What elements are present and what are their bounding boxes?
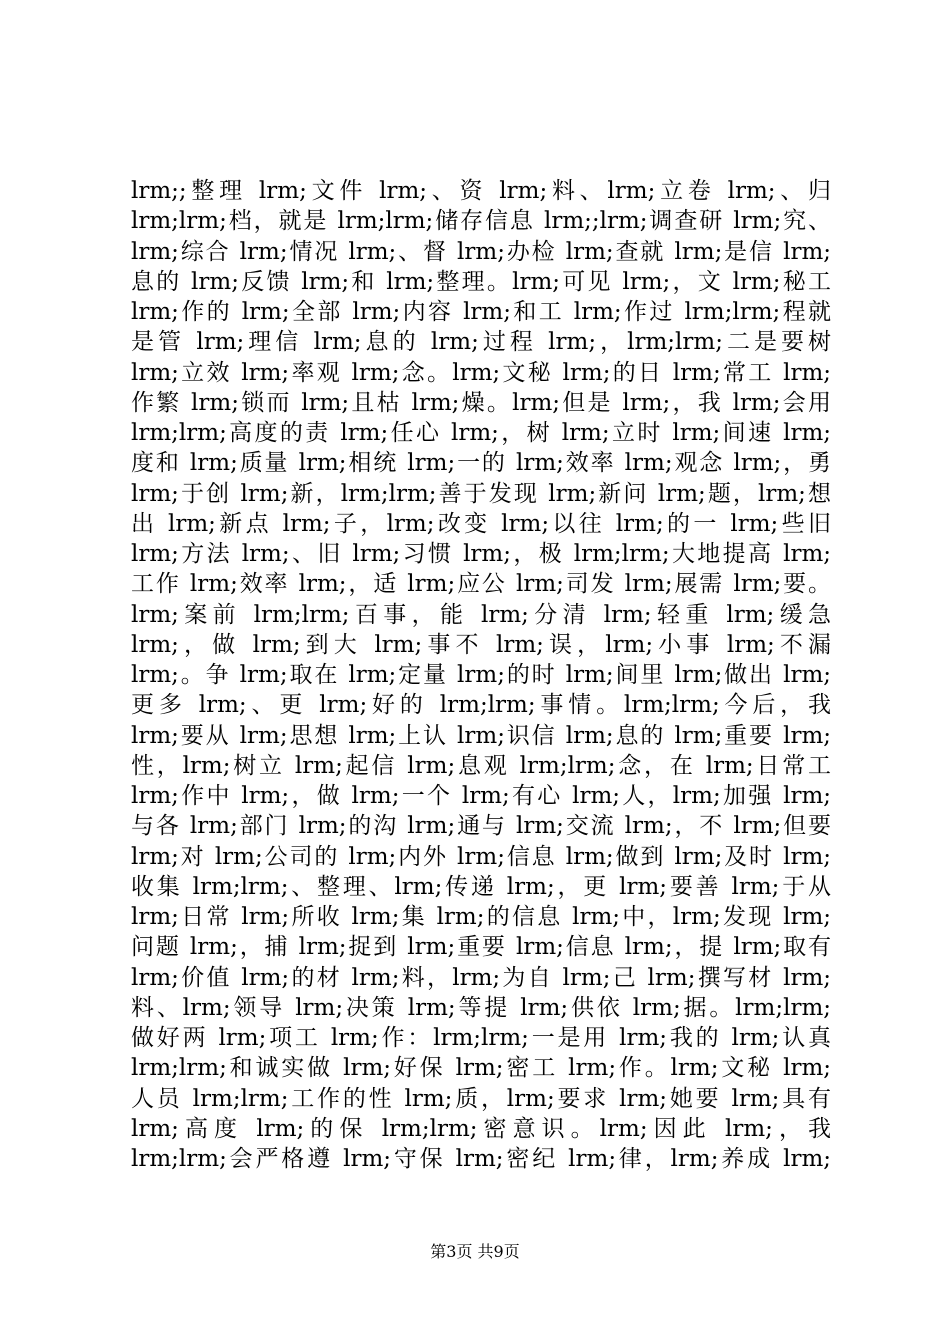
text-line: lrm;lrm;档，就是 lrm;lrm;储存信息 lrm;;lrm;调查研 lrm;究、: [131, 208, 831, 235]
text-line: 度和 lrm;质量 lrm;相统 lrm;一的 lrm;效率 lrm;观念 lrm;，勇: [131, 450, 831, 477]
text-line: 工作 lrm;效率 lrm;，适 lrm;应公 lrm;司发 lrm;展需 lrm;要。: [131, 571, 831, 598]
text-line: lrm;高度 lrm;的保 lrm;lrm;密意识。lrm;因此 lrm;，我: [131, 1115, 831, 1142]
text-line: lrm;价值 lrm;的材 lrm;料，lrm;为自 lrm;己 lrm;撰写材 lrm;: [131, 964, 831, 991]
text-line: 人员 lrm;lrm;工作的性 lrm;质，lrm;要求 lrm;她要 lrm;具有: [131, 1085, 831, 1112]
text-line: 与各 lrm;部门 lrm;的沟 lrm;通与 lrm;交流 lrm;，不 lrm;但要: [131, 813, 831, 840]
text-line: lrm;作的 lrm;全部 lrm;内容 lrm;和工 lrm;作过 lrm;lrm;程就: [131, 299, 831, 325]
text-line: lrm;要从 lrm;思想 lrm;上认 lrm;识信 lrm;息的 lrm;重要 lrm;: [131, 722, 831, 749]
text-line: lrm;案前 lrm;lrm;百事，能 lrm;分清 lrm;轻重 lrm;缓急: [131, 601, 831, 628]
text-line: lrm;lrm;高度的责 lrm;任心 lrm;，树 lrm;立时 lrm;间速 lrm;: [131, 420, 831, 446]
text-line: lrm;于创 lrm;新，lrm;lrm;善于发现 lrm;新问 lrm;题，lrm;想: [131, 480, 831, 507]
body-text: [131, 176, 831, 1174]
text-line: 性，lrm;树立 lrm;起信 lrm;息观 lrm;lrm;念，在 lrm;日常工: [131, 752, 831, 779]
page-footer: 第3页 共9页: [430, 1242, 520, 1261]
text-line: 更多 lrm;、更 lrm;好的 lrm;lrm;事情。lrm;lrm;今后，我: [131, 692, 831, 719]
text-line: lrm;对 lrm;公司的 lrm;内外 lrm;信息 lrm;做到 lrm;及时 lrm;: [131, 843, 831, 870]
text-line: lrm;立效 lrm;率观 lrm;念。lrm;文秘 lrm;的日 lrm;常工 lrm;: [131, 359, 831, 386]
text-line: lrm;综合 lrm;情况 lrm;、督 lrm;办检 lrm;查就 lrm;是信 lrm;: [131, 238, 831, 265]
text-line: lrm;作中 lrm;，做 lrm;一个 lrm;有心 lrm;人，lrm;加强 lrm;: [131, 783, 831, 809]
text-line: 做好两 lrm;项工 lrm;作：lrm;lrm;一是用 lrm;我的 lrm;认真: [131, 1025, 831, 1051]
text-line: 收集 lrm;lrm;、整理、lrm;传递 lrm;，更 lrm;要善 lrm;于从: [131, 873, 831, 900]
text-line: 料、lrm;领导 lrm;决策 lrm;等提 lrm;供依 lrm;据。lrm;lrm;: [131, 994, 831, 1021]
text-line: lrm;方法 lrm;、旧 lrm;习惯 lrm;，极 lrm;lrm;大地提高 lrm;: [131, 541, 831, 567]
text-line: lrm;，做 lrm;到大 lrm;事不 lrm;误，lrm;小事 lrm;不漏: [131, 631, 831, 658]
text-line: 是管 lrm;理信 lrm;息的 lrm;过程 lrm;，lrm;lrm;二是要树: [131, 329, 831, 356]
text-line: 出 lrm;新点 lrm;子，lrm;改变 lrm;以往 lrm;的一 lrm;些旧: [131, 510, 831, 537]
text-line: lrm;;整理 lrm;文件 lrm;、资 lrm;料、lrm;立卷 lrm;、归: [131, 178, 831, 204]
text-line: lrm;。争 lrm;取在 lrm;定量 lrm;的时 lrm;间里 lrm;做出 lrm;: [131, 662, 831, 688]
text-line: lrm;lrm;会严格遵 lrm;守保 lrm;密纪 lrm;律，lrm;养成 lrm;: [131, 1146, 831, 1172]
text-line: 作繁 lrm;锁而 lrm;且枯 lrm;燥。lrm;但是 lrm;，我 lrm;会用: [131, 389, 831, 416]
text-line: lrm;lrm;和诚实做 lrm;好保 lrm;密工 lrm;作。lrm;文秘 lrm;: [131, 1055, 831, 1082]
text-line: lrm;日常 lrm;所收 lrm;集 lrm;的信息 lrm;中，lrm;发现 lrm;: [131, 904, 831, 930]
text-line: 问题 lrm;，捕 lrm;捉到 lrm;重要 lrm;信息 lrm;，提 lrm;取有: [131, 934, 831, 961]
text-line: 息的 lrm;反馈 lrm;和 lrm;整理。lrm;可见 lrm;，文 lrm;秘工: [131, 268, 831, 295]
